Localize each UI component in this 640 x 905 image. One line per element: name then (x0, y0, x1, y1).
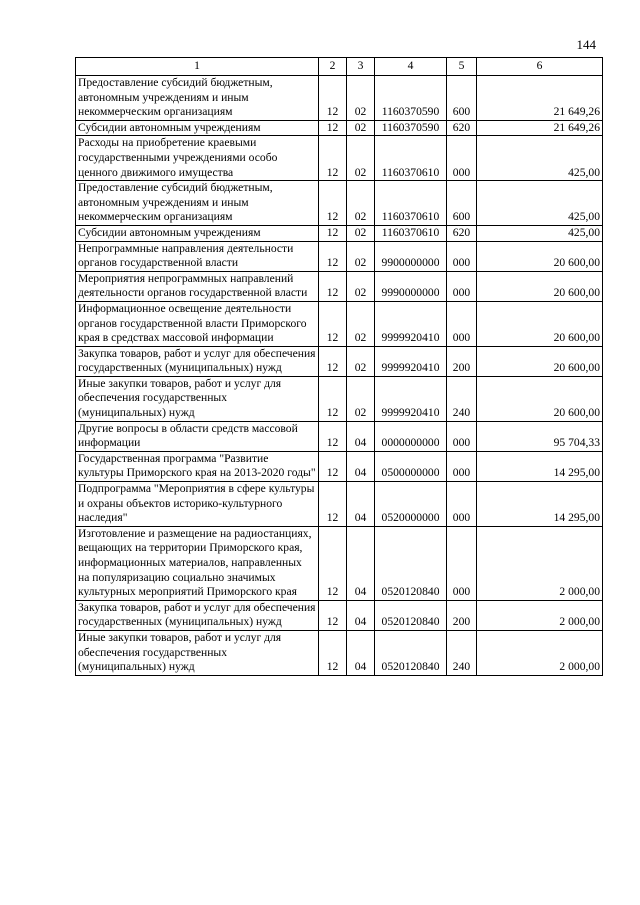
target-article-cell: 9900000000 (375, 241, 447, 271)
amount-cell: 2 000,00 (477, 526, 603, 600)
subsection-code-cell: 02 (347, 376, 375, 421)
target-article-cell: 0500000000 (375, 451, 447, 481)
amount-cell: 20 600,00 (477, 346, 603, 376)
row-name-cell: Субсидии автономным учреждениям (76, 120, 319, 136)
table-row (76, 120, 603, 136)
section-code-cell: 12 (319, 241, 347, 271)
target-article-cell: 1160370610 (375, 136, 447, 181)
subsection-code-cell: 02 (347, 271, 375, 301)
table-row (76, 482, 603, 527)
table-row (76, 421, 603, 451)
target-article-cell: 1160370610 (375, 225, 447, 241)
expense-type-cell: 620 (447, 225, 477, 241)
subsection-code-cell: 02 (347, 301, 375, 346)
row-name-cell: Мероприятия непрограммных направлений деятельности органов государственной власти (76, 271, 319, 301)
expense-type-cell: 000 (447, 482, 477, 527)
subsection-code-cell: 04 (347, 451, 375, 481)
section-code-cell: 12 (319, 421, 347, 451)
expense-type-cell: 600 (447, 76, 477, 121)
subsection-code-cell: 02 (347, 225, 375, 241)
target-article-cell: 0000000000 (375, 421, 447, 451)
table-row (76, 630, 603, 675)
amount-cell: 2 000,00 (477, 630, 603, 675)
target-article-cell: 0520000000 (375, 482, 447, 527)
table-row (76, 225, 603, 241)
column-header: 5 (447, 58, 477, 76)
column-header: 2 (319, 58, 347, 76)
amount-cell: 20 600,00 (477, 301, 603, 346)
column-header: 3 (347, 58, 375, 76)
target-article-cell: 1160370610 (375, 181, 447, 226)
amount-cell: 21 649,26 (477, 120, 603, 136)
target-article-cell: 0520120840 (375, 630, 447, 675)
section-code-cell: 12 (319, 526, 347, 600)
target-article-cell: 9999920410 (375, 376, 447, 421)
row-name-cell: Расходы на приобретение краевыми государственными учреждениями особо ценного движимого имущества (76, 136, 319, 181)
subsection-code-cell: 02 (347, 181, 375, 226)
table-row (76, 241, 603, 271)
subsection-code-cell: 02 (347, 136, 375, 181)
subsection-code-cell: 04 (347, 600, 375, 630)
section-code-cell: 12 (319, 225, 347, 241)
row-name-cell: Иные закупки товаров, работ и услуг для обеспечения государственных (муниципальных) нужд (76, 630, 319, 675)
table-row (76, 76, 603, 121)
subsection-code-cell: 04 (347, 421, 375, 451)
expense-type-cell: 200 (447, 346, 477, 376)
target-article-cell: 0520120840 (375, 526, 447, 600)
row-name-cell: Закупка товаров, работ и услуг для обеспечения государственных (муниципальных) нужд (76, 346, 319, 376)
amount-cell: 95 704,33 (477, 421, 603, 451)
amount-cell: 14 295,00 (477, 482, 603, 527)
table-row (76, 136, 603, 181)
row-name-cell: Другие вопросы в области средств массовой информации (76, 421, 319, 451)
target-article-cell: 0520120840 (375, 600, 447, 630)
page-number: 144 (576, 37, 596, 52)
table-row (76, 181, 603, 226)
amount-cell: 2 000,00 (477, 600, 603, 630)
section-code-cell: 12 (319, 451, 347, 481)
amount-cell: 14 295,00 (477, 451, 603, 481)
table-row (76, 526, 603, 600)
amount-cell: 21 649,26 (477, 76, 603, 121)
row-name-cell: Государственная программа "Развитие культуры Приморского края на 2013-2020 годы" (76, 451, 319, 481)
expense-type-cell: 000 (447, 136, 477, 181)
column-header: 1 (76, 58, 319, 76)
subsection-code-cell: 02 (347, 76, 375, 121)
expense-type-cell: 000 (447, 241, 477, 271)
amount-cell: 20 600,00 (477, 271, 603, 301)
section-code-cell: 12 (319, 136, 347, 181)
section-code-cell: 12 (319, 346, 347, 376)
row-name-cell: Иные закупки товаров, работ и услуг для обеспечения государственных (муниципальных) нужд (76, 376, 319, 421)
row-name-cell: Закупка товаров, работ и услуг для обеспечения государственных (муниципальных) нужд (76, 600, 319, 630)
target-article-cell: 9990000000 (375, 271, 447, 301)
row-name-cell: Непрограммные направления деятельности органов государственной власти (76, 241, 319, 271)
subsection-code-cell: 04 (347, 526, 375, 600)
row-name-cell: Информационное освещение деятельности органов государственной власти Приморского края в средствах массовой информации (76, 301, 319, 346)
amount-cell: 425,00 (477, 136, 603, 181)
section-code-cell: 12 (319, 271, 347, 301)
table-row (76, 346, 603, 376)
section-code-cell: 12 (319, 301, 347, 346)
section-code-cell: 12 (319, 482, 347, 527)
column-header: 4 (375, 58, 447, 76)
amount-cell: 425,00 (477, 225, 603, 241)
section-code-cell: 12 (319, 600, 347, 630)
expense-type-cell: 000 (447, 421, 477, 451)
section-code-cell: 12 (319, 630, 347, 675)
row-name-cell: Подпрограмма "Мероприятия в сфере культуры и охраны объектов историко-культурного наследия" (76, 482, 319, 527)
expense-type-cell: 000 (447, 451, 477, 481)
amount-cell: 20 600,00 (477, 376, 603, 421)
subsection-code-cell: 04 (347, 630, 375, 675)
table-row (76, 600, 603, 630)
section-code-cell: 12 (319, 181, 347, 226)
section-code-cell: 12 (319, 376, 347, 421)
table-row (76, 301, 603, 346)
expense-type-cell: 240 (447, 630, 477, 675)
target-article-cell: 9999920410 (375, 301, 447, 346)
amount-cell: 20 600,00 (477, 241, 603, 271)
expense-type-cell: 240 (447, 376, 477, 421)
subsection-code-cell: 04 (347, 482, 375, 527)
header-row (76, 58, 603, 76)
budget-table (75, 57, 603, 676)
subsection-code-cell: 02 (347, 241, 375, 271)
subsection-code-cell: 02 (347, 120, 375, 136)
target-article-cell: 1160370590 (375, 120, 447, 136)
expense-type-cell: 000 (447, 301, 477, 346)
row-name-cell: Субсидии автономным учреждениям (76, 225, 319, 241)
amount-cell: 425,00 (477, 181, 603, 226)
row-name-cell: Изготовление и размещение на радиостанциях, вещающих на территории Приморского края, информационных материалов, направленных на популяризацию социально значимых культурных мероприятий Приморского края (76, 526, 319, 600)
expense-type-cell: 000 (447, 271, 477, 301)
section-code-cell: 12 (319, 120, 347, 136)
expense-type-cell: 000 (447, 526, 477, 600)
subsection-code-cell: 02 (347, 346, 375, 376)
column-header: 6 (477, 58, 603, 76)
section-code-cell: 12 (319, 76, 347, 121)
target-article-cell: 9999920410 (375, 346, 447, 376)
target-article-cell: 1160370590 (375, 76, 447, 121)
row-name-cell: Предоставление субсидий бюджетным, автономным учреждениям и иным некоммерческим организациям (76, 181, 319, 226)
table-row (76, 376, 603, 421)
table-row (76, 451, 603, 481)
expense-type-cell: 200 (447, 600, 477, 630)
expense-type-cell: 600 (447, 181, 477, 226)
row-name-cell: Предоставление субсидий бюджетным, автономным учреждениям и иным некоммерческим организациям (76, 76, 319, 121)
table-row (76, 271, 603, 301)
expense-type-cell: 620 (447, 120, 477, 136)
